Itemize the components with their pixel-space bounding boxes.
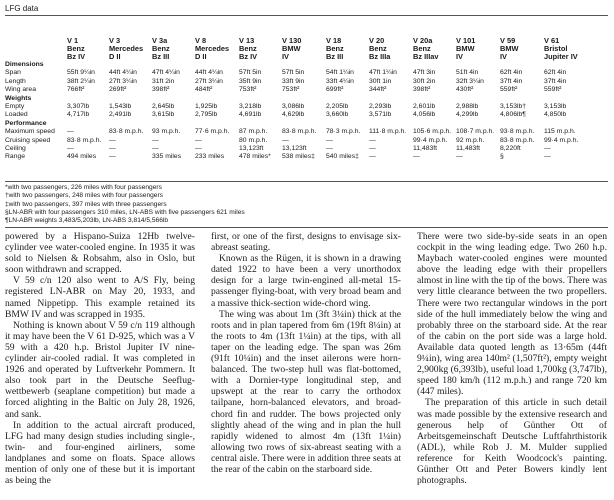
table-cell: 62ft 4in <box>500 69 523 77</box>
caption-rule <box>5 15 608 16</box>
table-cell: — <box>369 153 376 161</box>
column-code: V 61 <box>544 37 560 45</box>
footnote: †with two passengers, 248 miles with four passengers <box>5 192 163 200</box>
table-cell: 115 m.p.h. <box>544 128 576 136</box>
table-cell: 11,483ft <box>456 145 481 153</box>
table-cell: 494 miles <box>67 153 97 161</box>
table-cell: 478 miles* <box>239 153 271 161</box>
table-cell: 47ft 1¼in <box>369 69 397 77</box>
table-cell: 540 miles‡ <box>326 153 359 161</box>
row-label: Empty <box>5 103 25 111</box>
table-cell: 30ft 1in <box>369 77 392 85</box>
column-maker: Benz <box>413 45 431 53</box>
table-cell: 2,491lb <box>109 111 132 119</box>
table-cell: 4,629lb <box>282 111 305 119</box>
article-column-3 <box>417 231 607 486</box>
column-engine: Jupiter IV <box>544 53 578 61</box>
column-code: V 20a <box>413 37 433 45</box>
table-cell: 93·8 m.p.h. <box>500 128 535 136</box>
table-cell: — <box>544 145 551 153</box>
table-cell: 4,850lb <box>544 111 567 119</box>
table-cell: 3,153lb† <box>500 103 527 111</box>
article-paragraph: The wing was about 1m (3ft 3¼in) thick at the roots and in plan tapered from 6m (19ft 8¼in) at the roots to 4m (13ft 1¼in) at the tips, with all taper on the leading edge. The span was 26m (91ft 10¼in) and the inset ailerons were horn-balanced. The two-step hull was flat-bottomed, with a Dornier-type longitudinal step, and upswept at the rear to carry the orthodox tailpane, horn-balanced elevators, and broad-chord fin and rudder. The bows projected only slightly ahead of the wing and in plan the hull rapidly widened to almost 4m (13ft 1¼in) allowing two rows of six-abreast seating with a central aisle. There were in addition three seats at the rear of the cabin on the starboard side. <box>211 308 401 475</box>
table-cell: 2,293lb <box>369 103 392 111</box>
column-maker: BMW <box>456 45 475 53</box>
section-row <box>5 95 586 103</box>
table-cell: 1,925lb <box>195 103 218 111</box>
table-cell: 77·6 m.p.h. <box>195 128 230 136</box>
table-cell: 83·8 m.p.h. <box>67 136 102 144</box>
table-footnotes <box>5 184 245 225</box>
table-cell: 269ft² <box>109 86 127 94</box>
table-cell: 32ft 3¼in <box>456 77 484 85</box>
column-engine: Bz IV <box>67 53 86 61</box>
row-label: Ceiling <box>5 145 26 153</box>
table-cell: — <box>282 136 289 144</box>
table-caption: LFG data <box>5 4 39 13</box>
table-cell: — <box>369 136 376 144</box>
table-cell: 3,307lb <box>67 103 90 111</box>
header-blank <box>5 45 67 53</box>
table-cell: 93 m.p.h. <box>152 128 181 136</box>
table-cell: 37ft 4in <box>500 77 523 85</box>
row-label: Span <box>5 69 21 77</box>
table-cell: 559ft² <box>544 86 562 94</box>
footnote-rule <box>5 227 608 228</box>
table-cell: 51ft 4in <box>456 69 479 77</box>
table-cell: 99·4 m.p.h. <box>544 136 579 144</box>
column-code: V 8 <box>195 37 207 45</box>
table-cell: 13,123ft <box>282 145 307 153</box>
table-cell: 3,153lb <box>544 103 567 111</box>
row-label: Maximum speed <box>5 128 55 136</box>
column-engine: IV <box>500 53 507 61</box>
table-cell: 33ft 9in <box>282 77 305 85</box>
table-row <box>5 103 586 111</box>
table-cell: 430ft² <box>456 86 474 94</box>
table-cell: 3,571lb <box>369 111 392 119</box>
table-cell: 11,483ft <box>413 145 438 153</box>
table-cell: 4,717lb <box>67 111 90 119</box>
table-cell: 57ft 5in <box>239 69 262 77</box>
column-maker: Mercedes <box>109 45 144 53</box>
table-cell: 99·4 m.p.h. <box>413 136 448 144</box>
table-row <box>5 153 586 161</box>
table-cell: — <box>195 145 202 153</box>
table-cell: 766ft² <box>67 86 85 94</box>
table-cell: 335 miles <box>152 153 182 161</box>
section-title: Weights <box>5 94 32 102</box>
table-cell: 3,086lb <box>282 103 305 111</box>
table-cell: — <box>109 136 116 144</box>
table-cell: 83·8 m.p.h. <box>282 128 317 136</box>
table-cell: 4,806lb¶ <box>500 111 526 119</box>
table-cell: 62ft 4in <box>544 69 567 77</box>
row-label: Wing area <box>5 86 36 94</box>
column-maker: BMW <box>500 45 519 53</box>
column-code: V 18 <box>326 37 342 45</box>
table-cell: 398ft² <box>152 86 170 94</box>
table-cell: 37ft 4in <box>544 77 567 85</box>
footnote: *with two passengers, 226 miles with four passengers <box>5 184 162 191</box>
table-cell: 78·3 m.p.h. <box>326 128 361 136</box>
article-paragraph: Nothing is known about V 59 c/n 119 although it may have been the V 61 D-925, which was a V 59 with a 420 h.p. Bristol Jupiter IV nine-cylinder air-cooled radial. It was completed in 1926 and operated by Luftverkehr Pommern. It also took part in the Deutsche Seeflug-wettbewerb (seaplane competition) but made a forced alighting in the Baltic on July 28, 1926, and sank. <box>5 319 195 420</box>
table-cell: 3,218lb <box>239 103 262 111</box>
column-engine: Bz IV <box>239 53 258 61</box>
table-cell: 105·6 m.p.h. <box>413 128 452 136</box>
header-row-maker <box>5 45 586 53</box>
footnote: ‡with two passengers, 397 miles with three passengers <box>5 200 167 208</box>
column-maker: BMW <box>282 45 301 53</box>
table-cell: 92 m.p.h. <box>456 136 485 144</box>
article-paragraph: The preparation of this article in such detail was made possible by the extensive research and generous help of Günther Ott of Arbeitsgemeinschaft Deutsche Luftfahrthistorik (ADL), while Rob J. M. Mulder supplied reference for Keith Woodcock's painting. Günther Ott and Peter Bowers kindly lent photographs. <box>417 397 607 487</box>
article-paragraph: V 59 c/n 120 also went to A/S Fly, being registered LN-ABR on May 20, 1933, and named Nippetipp. This example retained its BMW IV and was scrapped in 1935. <box>5 275 195 320</box>
table-cell: 753ft² <box>239 86 257 94</box>
column-maker: Mercedes <box>195 45 230 53</box>
table-cell: 484ft² <box>195 86 213 94</box>
column-code: V 3 <box>109 37 121 45</box>
table-row <box>5 137 586 145</box>
footnote: ¶LN-ABR weights 3,483/5,203lb, LN-ABS 3,814/5,566lb <box>5 217 168 225</box>
table-cell: 559ft² <box>500 86 518 94</box>
article-column-1 <box>5 231 195 486</box>
table-cell: 83·8 m.p.h. <box>109 128 144 136</box>
article-column-2 <box>211 231 401 475</box>
row-label: Cruising speed <box>5 136 51 144</box>
table-cell: 753ft² <box>282 86 300 94</box>
table-cell: 2,601lb <box>413 103 436 111</box>
table-cell: 111·8 m.p.h. <box>369 128 407 136</box>
header-row-code <box>5 37 586 45</box>
table-cell: 38ft 2¼in <box>67 77 95 85</box>
section-row <box>5 61 586 69</box>
table-cell: 108·7 m.p.h. <box>456 128 495 136</box>
table-cell: — <box>67 145 74 153</box>
table-cell: 1,543lb <box>109 103 132 111</box>
table-cell: 2,205lb <box>326 103 349 111</box>
header-row-engine <box>5 53 586 61</box>
article-paragraph: There were two side-by-side seats in an open cockpit in the wing leading edge. Two 260 h.p. Maybach water-cooled engines were mounted above the leading edge with their propellers almost in line with the tip of the bows. There was very little clearance between the two propellers. There were two rectangular windows in the port side of the hull immediately below the wing and probably three on the starboard side. At the rear of the cabin on the port side was a large hold. Available data quoted length as 13·65m (44ft 9¼in), wing area 140m² (1,507ft²), empty weight 2,900kg (6,393lb), useful load 1,700kg (3,747lb), speed 180 km/h (112 m.p.h.) and range 720 km (447 miles). <box>417 231 607 398</box>
header-blank <box>5 37 67 45</box>
table-cell: — <box>152 145 159 153</box>
table-cell: — <box>326 145 333 153</box>
column-code: V 59 <box>500 37 516 45</box>
article-paragraph: Known as the Rügen, it is shown in a drawing dated 1922 to have been a very unorthodox design for a large twin-engined all-metal 15-passenger flying-boat, with very broad beam and a massive thick-section wide-chord wing. <box>211 253 401 309</box>
article-paragraph: powered by a Hispano-Suiza 12Hb twelve-cylinder vee water-cooled engine. In 1935 it was sold to Nielsen & Robsahm, also in Oslo, but soon withdrawn and scrapped. <box>5 231 195 276</box>
column-code: V 130 <box>282 37 302 45</box>
table-cell: 27ft 3¼in <box>195 77 223 85</box>
table-row <box>5 86 586 94</box>
row-label: Length <box>5 77 26 85</box>
column-engine: Bz III <box>152 53 170 61</box>
table-cell: — <box>67 128 74 136</box>
column-code: V 3a <box>152 37 168 45</box>
table-cell: 44ft 4¼in <box>109 69 137 77</box>
row-label: Loaded <box>5 111 28 119</box>
table-cell: — <box>456 153 463 161</box>
table-cell: 2,988lb <box>456 103 479 111</box>
column-maker: Benz <box>326 45 344 53</box>
table-cell: 47ft 4¼in <box>152 69 180 77</box>
table-cell: 30ft 2in <box>413 77 436 85</box>
column-maker: Benz <box>239 45 257 53</box>
article-paragraph: first, or one of the first, designs to envisage six-abreast seating. <box>211 231 401 254</box>
table-cell: 3,615lb <box>152 111 175 119</box>
table-cell: 55ft 9¼in <box>67 69 95 77</box>
column-code: V 1 <box>67 37 79 45</box>
table-row <box>5 111 586 119</box>
table-cell: 83·8 m.p.h. <box>500 136 535 144</box>
article-paragraph: In addition to the actual aircraft produced, LFG had many design studies including single-, twin- and four-engined airliners, some landplanes and some on floats. Space allows mention of only one of these but it is important as being the <box>5 419 195 487</box>
section-title: Performance <box>5 119 47 127</box>
column-engine: D II <box>195 53 207 61</box>
table-cell: 54ft 1¼in <box>326 69 354 77</box>
table-cell: 31ft 2in <box>152 77 175 85</box>
table-cell: 3,660lb <box>326 111 349 119</box>
table-cell: — <box>369 145 376 153</box>
column-engine: Bz III <box>326 53 344 61</box>
table-cell: 398ft² <box>413 86 431 94</box>
section-title: Dimensions <box>5 61 44 68</box>
table-cell: 33ft 4¼in <box>326 77 354 85</box>
table-row <box>5 145 586 153</box>
table-cell: — <box>544 153 551 161</box>
table-cell: 233 miles <box>195 153 225 161</box>
column-engine: IV <box>282 53 289 61</box>
table-cell: 47ft 3in <box>413 69 436 77</box>
table-cell: 4,299lb <box>456 111 479 119</box>
table-cell: — <box>413 153 420 161</box>
row-label: Range <box>5 153 26 161</box>
column-engine: Bz IIIav <box>413 53 439 61</box>
table-cell: 13,123ft <box>239 145 264 153</box>
lfg-data-table <box>5 37 586 162</box>
table-cell: — <box>326 136 333 144</box>
table-cell: 4,056lb <box>413 111 436 119</box>
table-cell: 699ft² <box>326 86 344 94</box>
table-cell: 35ft 9in <box>239 77 262 85</box>
table-cell: 2,795lb <box>195 111 218 119</box>
table-cell: — <box>195 136 202 144</box>
column-code: V 101 <box>456 37 476 45</box>
column-engine: IV <box>456 53 463 61</box>
table-cell: 2,645lb <box>152 103 175 111</box>
table-cell: 57ft 5in <box>282 69 305 77</box>
column-engine: D II <box>109 53 121 61</box>
table-cell: 87 m.p.h. <box>239 128 268 136</box>
table-cell: — <box>109 153 116 161</box>
table-cell: — <box>109 145 116 153</box>
section-row <box>5 120 586 128</box>
table-cell: 80 m.p.h. <box>239 136 268 144</box>
table-bottom-rule <box>5 181 608 182</box>
table-cell: — <box>152 136 159 144</box>
column-code: V 20 <box>369 37 385 45</box>
table-cell: 538 miles‡ <box>282 153 315 161</box>
column-maker: Benz <box>152 45 170 53</box>
table-row <box>5 128 586 136</box>
column-maker: Bristol <box>544 45 568 53</box>
column-maker: Benz <box>369 45 387 53</box>
footnote: §LN-ABR with four passengers 310 miles, LN-ABS with five passengers 621 miles <box>5 208 245 216</box>
table-cell: 344ft² <box>369 86 387 94</box>
table-row <box>5 69 586 77</box>
table-cell: 8,220ft <box>500 145 521 153</box>
header-blank <box>5 53 67 61</box>
column-maker: Benz <box>67 45 85 53</box>
table-cell: 4,691lb <box>239 111 262 119</box>
table-cell: § <box>500 153 504 161</box>
column-code: V 13 <box>239 37 255 45</box>
column-engine: Bz IIIa <box>369 53 391 61</box>
table-cell: 44ft 4¼in <box>195 69 223 77</box>
table-cell: 27ft 3¼in <box>109 77 137 85</box>
table-row <box>5 78 586 86</box>
